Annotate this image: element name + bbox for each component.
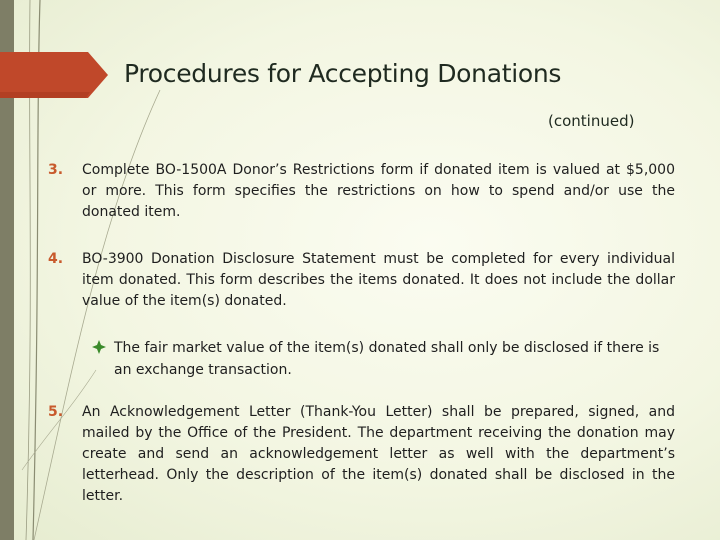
list-item [48, 402, 675, 507]
page-title: Procedures for Accepting Donations [124, 59, 562, 88]
list-item [48, 249, 675, 312]
sub-bullet [48, 337, 675, 381]
item-text: Complete BO-1500A Donor’s Restrictions form if donated item is valued at $5,000 or more. This form specifies the restrictions on how to spend and/or use the donated item. [82, 162, 675, 220]
procedure-list [48, 160, 675, 507]
item-number: 4. [48, 251, 64, 267]
item-number: 5. [48, 404, 64, 420]
page-subtitle: (continued) [548, 112, 635, 130]
item-text: An Acknowledgement Letter (Thank-You Letter) shall be prepared, signed, and mailed by the Office of the President. The department receiving the donation may create and send an acknowledgement letter as well with the department’s letterhead. Only the description of the item(s) donated shall be disclosed in the letter. [82, 404, 675, 504]
list-item [48, 160, 675, 223]
diamond-bullet-icon [92, 340, 106, 354]
title-arrow-icon [0, 52, 108, 98]
item-text: BO-3900 Donation Disclosure Statement must be completed for every individual item donated. This form describes the items donated. It does not include the dollar value of the item(s) donated. [82, 251, 675, 309]
sub-bullet-text: The fair market value of the item(s) donated shall only be disclosed if there is an exchange transaction. [114, 340, 660, 378]
item-number: 3. [48, 162, 64, 178]
